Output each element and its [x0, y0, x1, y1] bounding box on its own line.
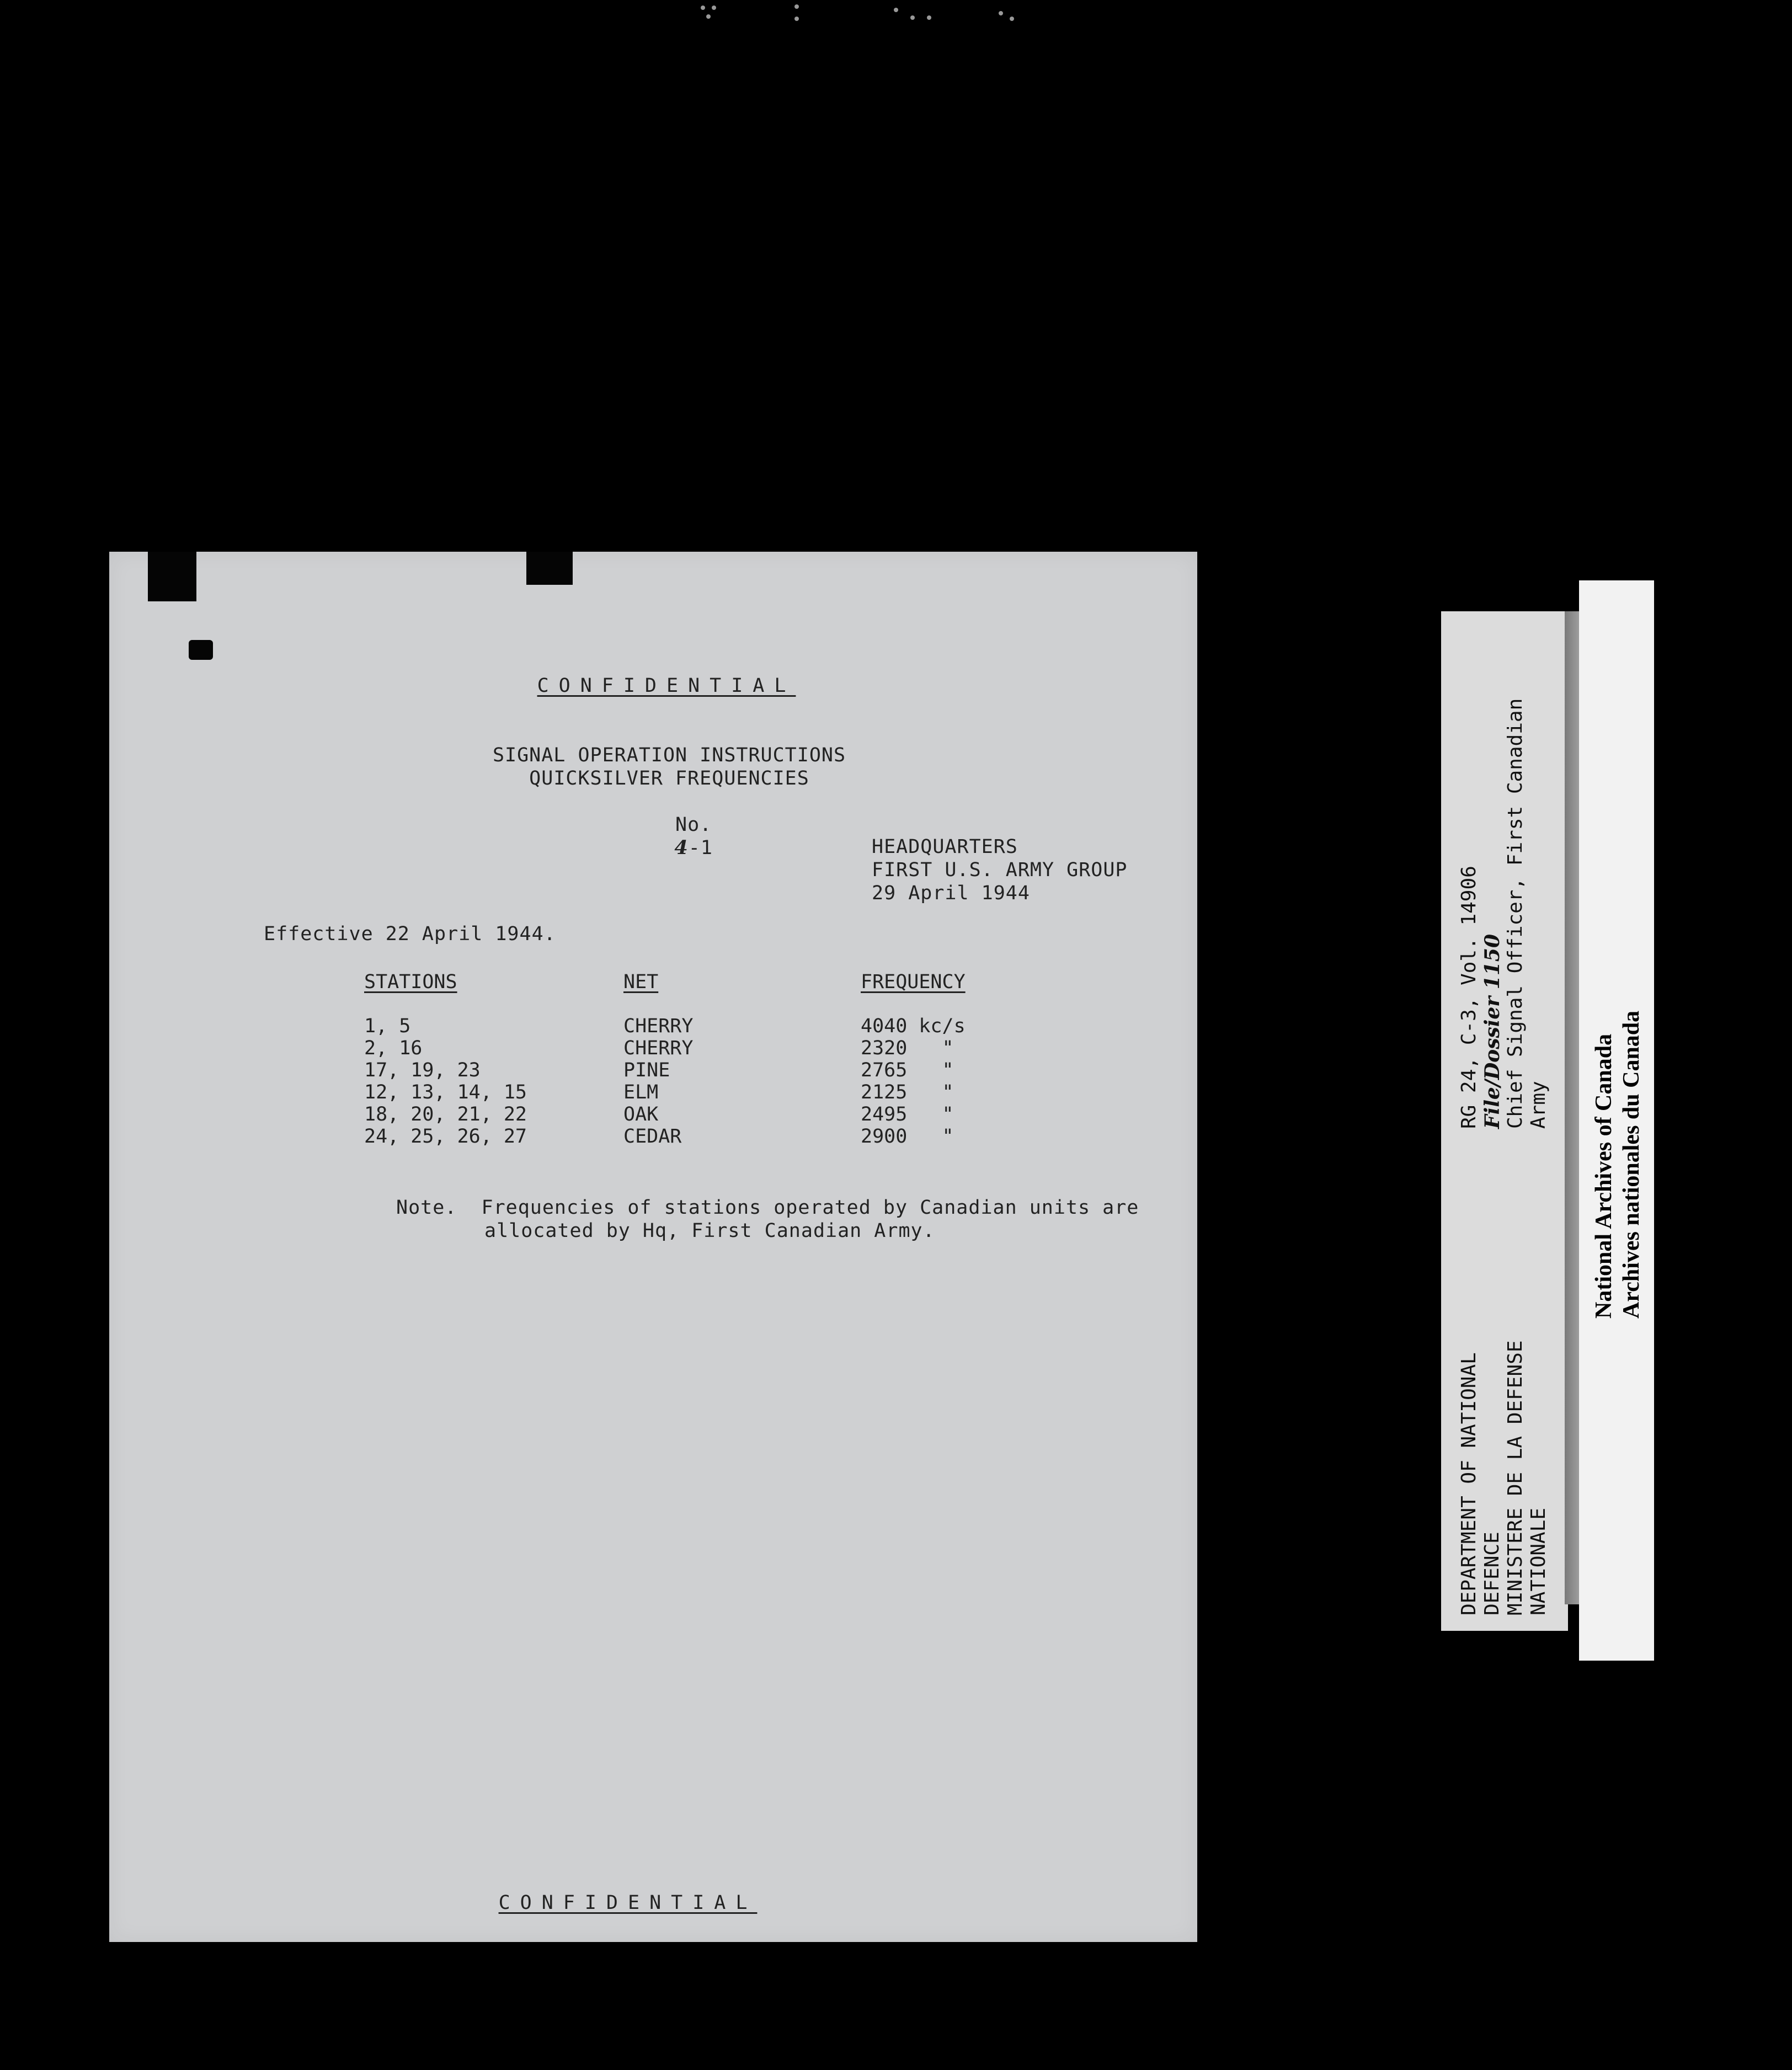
archive-stamp-label — [1579, 580, 1654, 1661]
cell-net: ELM — [623, 1081, 659, 1103]
stamp-block — [1590, 1011, 1645, 1319]
cell-frequency: 2320 " — [861, 1037, 954, 1059]
stamp-line-2: Archives nationales du Canada — [1619, 1010, 1644, 1319]
table-header-row — [364, 971, 1004, 1015]
ref-line-2: File/Dossier 1150 — [1481, 933, 1504, 1129]
cell-stations: 1, 5 — [364, 1015, 411, 1037]
number-prefix: No. — [675, 814, 712, 836]
title-line-1: SIGNAL OPERATION INSTRUCTIONS — [492, 744, 846, 766]
header-net: NET — [623, 971, 659, 993]
archive-label-text — [1441, 611, 1568, 1631]
hq-line-2: FIRST U.S. ARMY GROUP — [872, 859, 1128, 881]
table-row — [364, 1015, 1004, 1037]
ref-block — [1458, 698, 1550, 1129]
cell-frequency: 2765 " — [861, 1059, 954, 1081]
archive-stamp-text — [1579, 580, 1654, 1661]
tape-mark — [189, 640, 213, 660]
table-row — [364, 1103, 1004, 1125]
effective-date: Effective 22 April 1944. — [264, 923, 556, 945]
cell-frequency: 2125 " — [861, 1081, 954, 1103]
cell-stations: 2, 16 — [364, 1037, 423, 1059]
hq-date: 29 April 1944 — [872, 882, 1030, 904]
document-number — [440, 790, 898, 883]
dept-line-4: NATIONALE — [1527, 1507, 1550, 1615]
note-line-1: Note. Frequencies of stations operated by Canadian units are — [396, 1197, 1139, 1219]
tape-center — [526, 552, 573, 585]
dept-line-3: MINISTERE DE LA DEFENSE — [1504, 1340, 1527, 1615]
header-confidential: CONFIDENTIAL — [537, 675, 796, 697]
header-frequency: FREQUENCY — [861, 971, 966, 993]
scanner-specks — [690, 0, 1032, 28]
footer-confidential: CONFIDENTIAL — [498, 1892, 758, 1914]
cell-stations: 24, 25, 26, 27 — [364, 1125, 527, 1148]
dept-line-1: DEPARTMENT OF NATIONAL — [1458, 1352, 1480, 1615]
cell-frequency: 2495 " — [861, 1103, 954, 1125]
cell-net: OAK — [623, 1103, 659, 1125]
dept-line-2: DEFENCE — [1481, 1532, 1503, 1615]
stamp-line-1: National Archives of Canada — [1591, 1033, 1617, 1319]
table-row — [364, 1059, 1004, 1081]
cell-net: CEDAR — [623, 1125, 682, 1148]
number-handwritten: 4 — [674, 836, 689, 859]
cell-stations: 18, 20, 21, 22 — [364, 1103, 527, 1125]
tape-left — [148, 552, 196, 601]
frequency-table — [364, 971, 1004, 1148]
title-line-2: QUICKSILVER FREQUENCIES — [529, 767, 809, 789]
table-row — [364, 1125, 1004, 1148]
note-line-2: allocated by Hq, First Canadian Army. — [484, 1220, 935, 1242]
cell-stations: 12, 13, 14, 15 — [364, 1081, 527, 1103]
dept-block — [1458, 1341, 1550, 1616]
table-row — [364, 1037, 1004, 1059]
archive-reference-label — [1441, 611, 1568, 1631]
cell-net: CHERRY — [623, 1037, 694, 1059]
cell-frequency: 4040 kc/s — [861, 1015, 966, 1037]
ref-line-3: Chief Signal Officer, First Canadian — [1504, 698, 1527, 1129]
number-suffix: -1 — [688, 837, 713, 859]
cell-frequency: 2900 " — [861, 1125, 954, 1148]
header-stations: STATIONS — [364, 971, 457, 993]
cell-net: PINE — [623, 1059, 670, 1081]
hq-line-1: HEADQUARTERS — [872, 836, 1018, 858]
cell-stations: 17, 19, 23 — [364, 1059, 481, 1081]
table-row — [364, 1081, 1004, 1103]
document-page — [109, 552, 1197, 1942]
ref-line-1: RG 24, C-3, Vol. 14906 — [1458, 866, 1480, 1129]
ref-line-4: Army — [1527, 1081, 1550, 1129]
cell-net: CHERRY — [623, 1015, 694, 1037]
